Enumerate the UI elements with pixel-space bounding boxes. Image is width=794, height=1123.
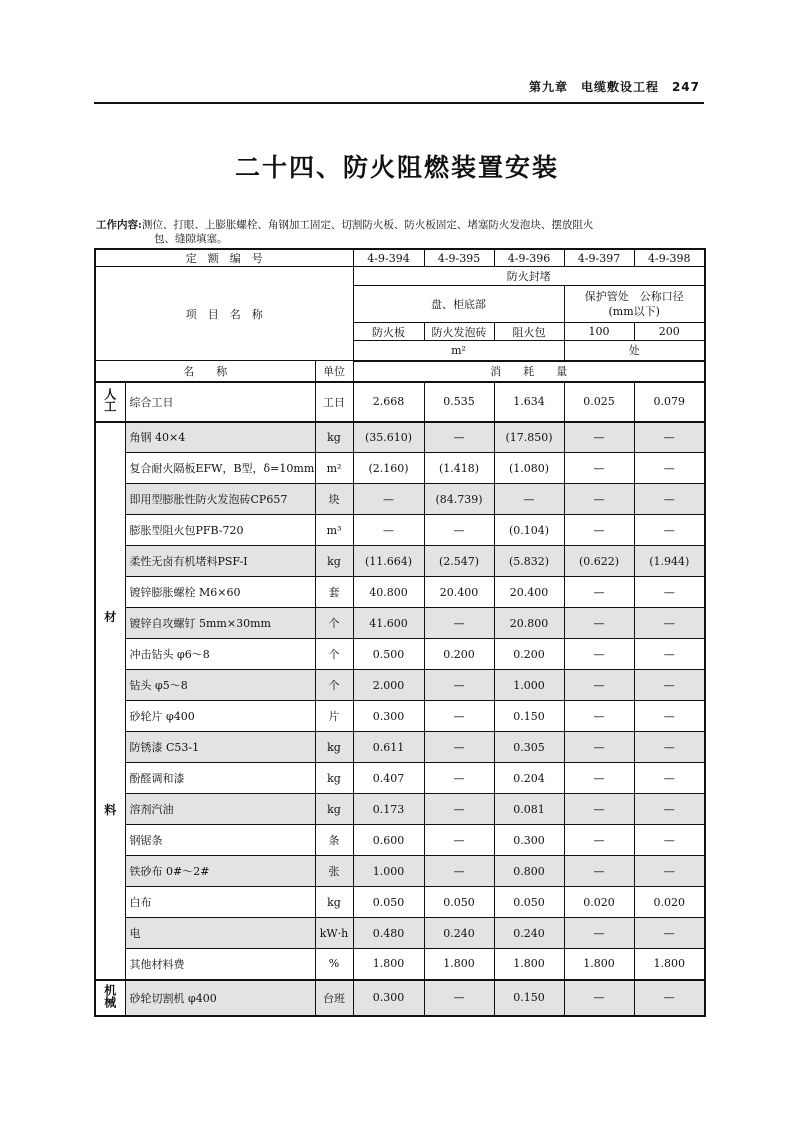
item-unit: kg <box>315 794 353 825</box>
item-name-label: 项 目 名 称 <box>95 267 353 361</box>
column-unit-header: 单位 <box>315 361 353 382</box>
item-name: 钻头 φ5～8 <box>125 670 315 701</box>
item-value: (11.664) <box>353 546 424 577</box>
item-value: 0.081 <box>494 794 564 825</box>
item-value: — <box>424 794 494 825</box>
table-row <box>95 701 705 732</box>
item-value: — <box>424 763 494 794</box>
item-name: 综合工日 <box>125 382 315 422</box>
item-value: 1.800 <box>634 949 705 980</box>
item-value: 0.240 <box>494 918 564 949</box>
item-value: — <box>564 763 634 794</box>
item-name: 柔性无卤有机堵料PSF-Ⅰ <box>125 546 315 577</box>
item-value: — <box>634 639 705 670</box>
subitem: 阻火包 <box>494 323 564 341</box>
item-value: — <box>634 980 705 1016</box>
item-value: — <box>424 980 494 1016</box>
item-name: 角钢 40×4 <box>125 422 315 453</box>
item-name: 镀锌膨胀螺栓 M6×60 <box>125 577 315 608</box>
table-row <box>95 918 705 949</box>
item-value: 0.407 <box>353 763 424 794</box>
code-cell: 4-9-395 <box>424 249 494 267</box>
item-value: (35.610) <box>353 422 424 453</box>
item-value: 0.050 <box>494 887 564 918</box>
item-value: — <box>634 670 705 701</box>
item-unit: % <box>315 949 353 980</box>
item-value: — <box>564 732 634 763</box>
item-value: — <box>564 670 634 701</box>
item-value: 2.668 <box>353 382 424 422</box>
item-name: 铁砂布 0#～2# <box>125 856 315 887</box>
item-value: — <box>564 825 634 856</box>
item-value: 0.500 <box>353 639 424 670</box>
item-value: 0.200 <box>494 639 564 670</box>
item-unit: 套 <box>315 577 353 608</box>
code-cell: 4-9-397 <box>564 249 634 267</box>
item-value: — <box>634 763 705 794</box>
item-value: — <box>353 484 424 515</box>
work-content-line1: 测位、打眼、上膨胀螺栓、角钢加工固定、切割防火板、防火板固定、堵塞防火发泡块、摆放阻火 <box>141 219 594 231</box>
table-row <box>95 825 705 856</box>
item-value: — <box>634 453 705 484</box>
item-value: 0.611 <box>353 732 424 763</box>
item-value: 0.600 <box>353 825 424 856</box>
table-row <box>95 382 705 422</box>
table-row <box>95 980 705 1016</box>
table-row <box>95 484 705 515</box>
item-unit: 个 <box>315 670 353 701</box>
item-value: 20.800 <box>494 608 564 639</box>
item-value: (2.160) <box>353 453 424 484</box>
item-value: 1.634 <box>494 382 564 422</box>
item-value: (5.832) <box>494 546 564 577</box>
subitem: 防火板 <box>353 323 424 341</box>
work-content-label: 工作内容: <box>96 219 142 231</box>
item-value: — <box>634 515 705 546</box>
item-unit: 片 <box>315 701 353 732</box>
table-row <box>95 887 705 918</box>
item-unit: 台班 <box>315 980 353 1016</box>
category-labor-text: 人工 <box>102 388 117 412</box>
item-name: 砂轮片 φ400 <box>125 701 315 732</box>
item-value: — <box>634 918 705 949</box>
table-row <box>95 794 705 825</box>
table-row <box>95 577 705 608</box>
category-material-char2: 料 <box>104 802 117 817</box>
group-b-line2: (mm以下) <box>608 305 660 318</box>
item-value: — <box>634 825 705 856</box>
item-unit: 张 <box>315 856 353 887</box>
table-row <box>95 453 705 484</box>
item-value: — <box>564 515 634 546</box>
unit-b: 处 <box>564 341 705 361</box>
item-unit: kg <box>315 546 353 577</box>
item-value: 1.000 <box>494 670 564 701</box>
item-value: 0.150 <box>494 980 564 1016</box>
table-row <box>95 422 705 453</box>
item-value: 0.200 <box>424 639 494 670</box>
item-value: 0.050 <box>424 887 494 918</box>
table-row <box>95 608 705 639</box>
item-value: — <box>424 670 494 701</box>
group-main: 防火封堵 <box>353 267 705 286</box>
work-content-line2: 包、缝隙填塞。 <box>154 233 228 245</box>
code-cell: 4-9-394 <box>353 249 424 267</box>
table-row <box>95 949 705 980</box>
item-value: (0.622) <box>564 546 634 577</box>
category-material <box>95 422 125 980</box>
item-value: 0.305 <box>494 732 564 763</box>
table-row <box>95 546 705 577</box>
item-name: 即用型膨胀性防火发泡砖CP657 <box>125 484 315 515</box>
item-value: — <box>564 856 634 887</box>
item-value: 0.300 <box>494 825 564 856</box>
item-value: (1.080) <box>494 453 564 484</box>
quota-table <box>94 248 706 1017</box>
item-unit: 条 <box>315 825 353 856</box>
item-value: — <box>424 608 494 639</box>
item-value: 0.020 <box>634 887 705 918</box>
unit-a: m² <box>353 341 564 361</box>
item-value: — <box>634 608 705 639</box>
item-name: 防锈漆 C53-1 <box>125 732 315 763</box>
item-value: — <box>424 856 494 887</box>
item-value: — <box>634 701 705 732</box>
item-value: 0.300 <box>353 701 424 732</box>
column-name-header: 名 称 <box>95 361 315 382</box>
item-value: — <box>564 639 634 670</box>
category-material-char1: 材 <box>104 609 117 624</box>
item-name: 镀锌自攻螺钉 5mm×30mm <box>125 608 315 639</box>
item-value: — <box>634 577 705 608</box>
item-name: 钢锯条 <box>125 825 315 856</box>
group-b-line1: 保护管处 公称口径 <box>584 290 684 303</box>
item-value: 0.079 <box>634 382 705 422</box>
table-row <box>95 670 705 701</box>
item-value: 41.600 <box>353 608 424 639</box>
item-value: — <box>564 608 634 639</box>
code-cell: 4-9-396 <box>494 249 564 267</box>
subitem: 100 <box>564 323 634 341</box>
table-row <box>95 639 705 670</box>
item-unit: m² <box>315 453 353 484</box>
item-value: 1.000 <box>353 856 424 887</box>
item-value: 0.050 <box>353 887 424 918</box>
item-name: 冲击钻头 φ6～8 <box>125 639 315 670</box>
item-value: (1.944) <box>634 546 705 577</box>
item-value: — <box>634 856 705 887</box>
item-value: — <box>634 794 705 825</box>
column-consume-header: 消 耗 量 <box>353 361 705 382</box>
page-title: 二十四、防火阻燃装置安装 <box>234 153 559 182</box>
item-value: 0.480 <box>353 918 424 949</box>
item-name: 其他材料费 <box>125 949 315 980</box>
item-value: 0.204 <box>494 763 564 794</box>
item-value: (1.418) <box>424 453 494 484</box>
group-b <box>564 286 705 323</box>
table-row <box>95 856 705 887</box>
item-value: 0.173 <box>353 794 424 825</box>
item-value: — <box>494 484 564 515</box>
item-unit: 个 <box>315 608 353 639</box>
item-value: — <box>634 732 705 763</box>
page-header <box>94 74 704 104</box>
item-value: — <box>424 732 494 763</box>
item-name: 电 <box>125 918 315 949</box>
item-value: 0.535 <box>424 382 494 422</box>
item-value: — <box>564 980 634 1016</box>
item-unit: 个 <box>315 639 353 670</box>
item-value: 20.400 <box>494 577 564 608</box>
category-machine-text: 机械 <box>102 984 117 1008</box>
item-unit: kW·h <box>315 918 353 949</box>
item-value: (84.739) <box>424 484 494 515</box>
item-value: — <box>564 577 634 608</box>
item-unit: 工日 <box>315 382 353 422</box>
item-value: 0.240 <box>424 918 494 949</box>
table-row <box>95 732 705 763</box>
table-row <box>95 763 705 794</box>
group-a: 盘、柜底部 <box>353 286 564 323</box>
item-value: 1.800 <box>494 949 564 980</box>
item-value: — <box>564 918 634 949</box>
item-value: — <box>424 825 494 856</box>
item-value: 2.000 <box>353 670 424 701</box>
item-value: 1.800 <box>424 949 494 980</box>
item-unit: kg <box>315 887 353 918</box>
item-value: 0.150 <box>494 701 564 732</box>
item-value: 0.020 <box>564 887 634 918</box>
item-name: 复合耐火隔板EFW，B型，δ=10mm <box>125 453 315 484</box>
item-value: 0.300 <box>353 980 424 1016</box>
item-value: — <box>564 701 634 732</box>
item-value: (17.850) <box>494 422 564 453</box>
header-text: 第九章 电缆敷设工程 247 <box>528 80 700 94</box>
item-value: — <box>564 484 634 515</box>
item-value: — <box>424 515 494 546</box>
item-unit: 块 <box>315 484 353 515</box>
item-value: — <box>564 453 634 484</box>
item-value: — <box>564 422 634 453</box>
item-value: 1.800 <box>564 949 634 980</box>
item-unit: kg <box>315 732 353 763</box>
subitem: 200 <box>634 323 705 341</box>
item-unit: m³ <box>315 515 353 546</box>
subitem: 防火发泡砖 <box>424 323 494 341</box>
code-cell: 4-9-398 <box>634 249 705 267</box>
item-name: 白布 <box>125 887 315 918</box>
item-value: 1.800 <box>353 949 424 980</box>
item-name: 膨胀型阻火包PFB-720 <box>125 515 315 546</box>
item-value: — <box>564 794 634 825</box>
item-value: — <box>424 422 494 453</box>
item-name: 砂轮切割机 φ400 <box>125 980 315 1016</box>
item-value: 40.800 <box>353 577 424 608</box>
work-content <box>96 218 706 246</box>
item-value: 0.025 <box>564 382 634 422</box>
item-name: 溶剂汽油 <box>125 794 315 825</box>
item-name: 酚醛调和漆 <box>125 763 315 794</box>
item-value: (2.547) <box>424 546 494 577</box>
item-value: — <box>634 422 705 453</box>
item-value: (0.104) <box>494 515 564 546</box>
item-unit: kg <box>315 763 353 794</box>
item-value: 20.400 <box>424 577 494 608</box>
item-value: — <box>424 701 494 732</box>
category-labor <box>95 382 125 422</box>
item-value: — <box>634 484 705 515</box>
item-value: — <box>353 515 424 546</box>
item-value: 0.800 <box>494 856 564 887</box>
code-label: 定 额 编 号 <box>95 249 353 267</box>
item-unit: kg <box>315 422 353 453</box>
category-machine <box>95 980 125 1016</box>
table-row <box>95 515 705 546</box>
